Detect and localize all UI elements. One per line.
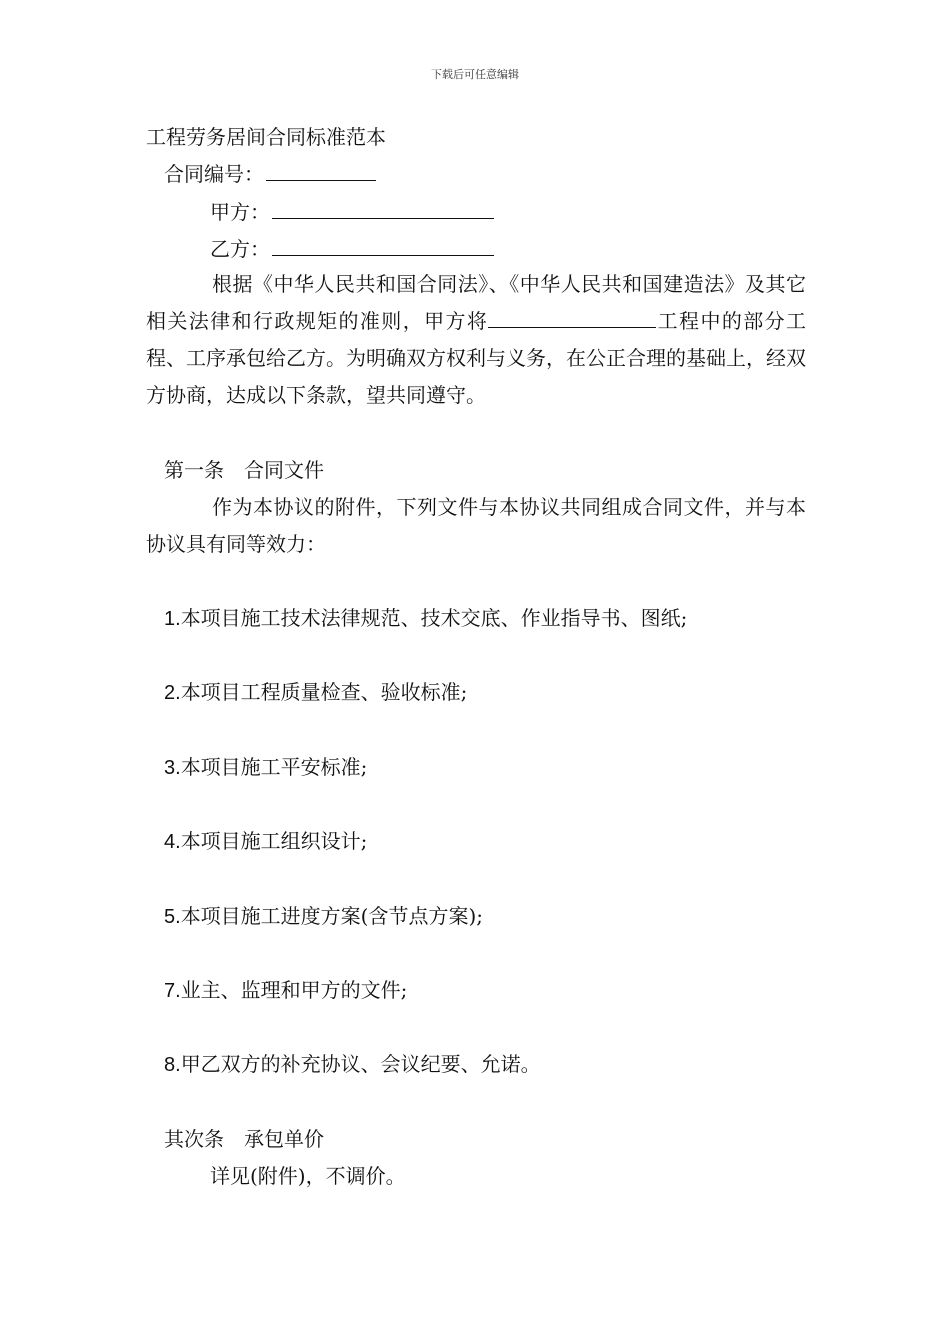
list-item — [164, 978, 407, 1003]
party-b-blank[interactable] — [272, 235, 494, 256]
party-b-label: 乙方： — [210, 237, 270, 261]
project-name-blank[interactable] — [488, 307, 656, 328]
list-item — [164, 755, 367, 780]
article1-body: 作为本协议的附件，下列文件与本协议共同组成合同文件，并与本协议具有同等效力： — [146, 495, 806, 556]
party-b-line — [210, 235, 494, 261]
list-item — [164, 606, 687, 631]
party-a-line — [210, 198, 494, 224]
list-item — [164, 829, 367, 854]
list-item-number: 3. — [164, 757, 181, 779]
list-item-text: 本项目工程质量检查、验收标准; — [180, 680, 468, 704]
list-item-number: 8. — [164, 1054, 181, 1076]
party-a-blank[interactable] — [272, 198, 494, 219]
intro-text-part2: 工程中的部分工程、工序承包给乙方。为明确双方权利与义务，在公正合理的基础上，经双方协商，达成以下条款，望共同遵守。 — [146, 309, 807, 407]
contract-number-blank[interactable] — [266, 160, 376, 181]
list-item-text: 本项目施工技术法律规范、技术交底、作业指导书、图纸; — [180, 606, 688, 630]
list-item-text: 本项目施工进度方案(含节点方案); — [180, 904, 484, 928]
list-item-text: 本项目施工组织设计; — [180, 829, 368, 853]
list-item-number: 4. — [164, 831, 181, 853]
list-item-text: 本项目施工平安标准; — [180, 755, 368, 779]
contract-number-line — [164, 160, 376, 186]
document-title: 工程劳务居间合同标准范本 — [146, 125, 386, 149]
party-a-label: 甲方： — [210, 200, 270, 224]
list-item — [164, 1052, 541, 1077]
list-item-text: 业主、监理和甲方的文件; — [180, 978, 408, 1002]
list-item-number: 5. — [164, 906, 181, 928]
list-item — [164, 904, 483, 929]
page-header: 下载后可任意编辑 — [431, 68, 519, 81]
article2-body: 详见(附件)，不调价。 — [210, 1164, 406, 1188]
list-item-number: 1. — [164, 608, 181, 630]
list-item-number: 7. — [164, 980, 181, 1002]
list-item — [164, 680, 467, 705]
contract-number-label: 合同编号： — [164, 162, 264, 186]
list-item-text: 甲乙双方的补充协议、会议纪要、允诺。 — [180, 1052, 541, 1076]
list-item-number: 2. — [164, 682, 181, 704]
article2-heading: 其次条 承包单价 — [164, 1127, 324, 1151]
intro-text-part1: 根据《中华人民共和国合同法》、《中华人民共和国建造法》及其它相关法律和行政规矩的准则，甲方将 — [146, 272, 806, 333]
article1-heading: 第一条 合同文件 — [164, 458, 324, 482]
intro-paragraph — [146, 266, 806, 414]
